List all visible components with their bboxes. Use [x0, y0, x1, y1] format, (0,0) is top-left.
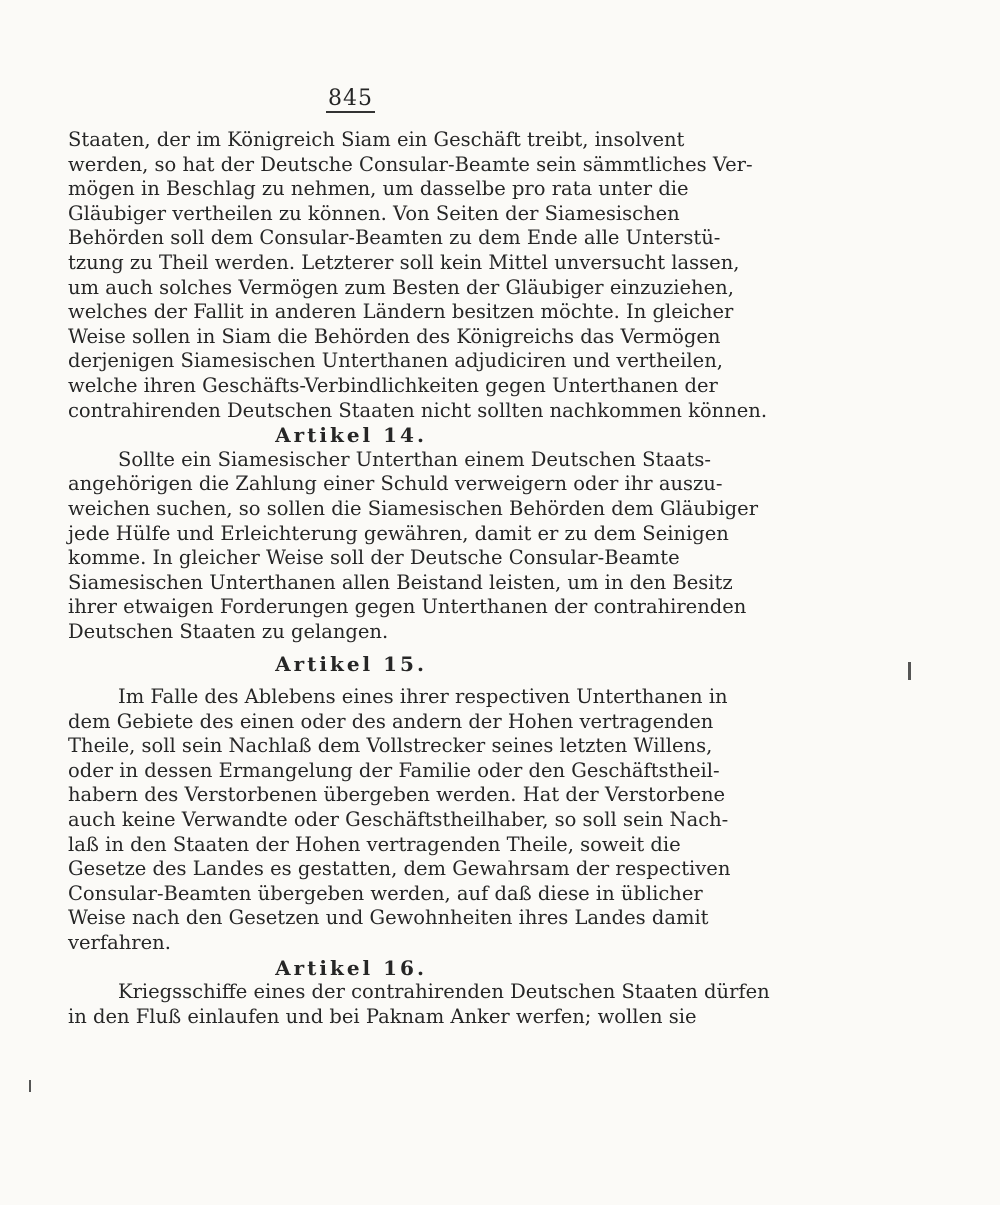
text-line: jede Hülfe und Erleichterung gewähren, damit er zu dem Seinigen	[68, 521, 729, 545]
text-line: tzung zu Theil werden. Letzterer soll kein Mittel unversucht lassen,	[68, 250, 740, 274]
text-line: Sollte ein Siamesischer Unterthan einem Deutschen Staats-	[118, 447, 711, 471]
article-heading: Artikel 15.	[275, 652, 427, 677]
text-line: welches der Fallit in anderen Ländern besitzen möchte. In gleicher	[68, 300, 734, 324]
page-number: 845	[328, 86, 373, 111]
text-line: ihrer etwaigen Forderungen gegen Unterthanen der contrahirenden	[68, 595, 747, 619]
text-line: werden, so hat der Deutsche Consular-Beamte sein sämmtliches Ver-	[68, 152, 753, 176]
text-line: komme. In gleicher Weise soll der Deutsche Consular-Beamte	[68, 546, 680, 570]
ink-mark	[908, 662, 911, 680]
text-line: habern des Verstorbenen übergeben werden. Hat der Verstorbene	[68, 783, 726, 807]
text-line: oder in dessen Ermangelung der Familie oder den Geschäftstheil-	[68, 758, 720, 782]
text-line: Staaten, der im Königreich Siam ein Geschäft treibt, insolvent	[68, 128, 685, 151]
text-line: angehörigen die Zahlung einer Schuld verweigern oder ihr auszu-	[68, 472, 723, 496]
text-line: Behörden soll dem Consular-Beamten zu dem Ende alle Unterstü-	[68, 226, 721, 250]
paragraph-article-14	[68, 447, 759, 645]
text-line: Kriegsschiffe eines der contrahirenden Deutschen Staaten dürfen	[118, 980, 770, 1004]
text-line: dem Gebiete des einen oder des andern der Hohen vertragenden	[68, 709, 714, 733]
text-block	[68, 128, 770, 1029]
text-line: auch keine Verwandte oder Geschäftstheilhaber, so soll sein Nach-	[68, 808, 729, 832]
ink-mark	[29, 1080, 31, 1092]
text-line: Weise sollen in Siam die Behörden des Königreichs das Vermögen	[68, 324, 721, 348]
text-line: mögen in Beschlag zu nehmen, um dasselbe pro rata unter die	[68, 177, 689, 201]
text-line: laß in den Staaten der Hohen vertragenden Theile, soweit die	[68, 832, 681, 856]
text-line: um auch solches Vermögen zum Besten der Gläubiger einzuziehen,	[68, 275, 734, 299]
article-heading: Artikel 14.	[275, 423, 427, 448]
paragraph-continuation	[68, 128, 768, 423]
paragraph-article-16	[68, 980, 770, 1029]
text-line: weichen suchen, so sollen die Siamesischen Behörden dem Gläubiger	[68, 496, 759, 520]
text-line: contrahirenden Deutschen Staaten nicht sollten nachkommen können.	[68, 398, 768, 422]
text-line: Siamesischen Unterthanen allen Beistand leisten, um in den Besitz	[68, 570, 733, 594]
text-line: Deutschen Staaten zu gelangen.	[68, 619, 389, 643]
text-line: Gesetze des Landes es gestatten, dem Gewahrsam der respectiven	[68, 857, 731, 881]
text-line: welche ihren Geschäfts-Verbindlichkeiten gegen Unterthanen der	[68, 373, 718, 397]
paragraph-article-15	[68, 685, 731, 956]
text-line: derjenigen Siamesischen Unterthanen adjudiciren und vertheilen,	[68, 349, 723, 373]
text-line: Gläubiger vertheilen zu können. Von Seiten der Siamesischen	[68, 201, 680, 225]
text-line: Im Falle des Ablebens eines ihrer respectiven Unterthanen in	[118, 685, 728, 709]
text-line: Weise nach den Gesetzen und Gewohnheiten ihres Landes damit	[68, 906, 709, 930]
text-line: verfahren.	[68, 931, 171, 954]
text-line: in den Fluß einlaufen und bei Paknam Anker werfen; wollen sie	[68, 1004, 697, 1028]
article-heading: Artikel 16.	[275, 955, 427, 980]
text-line: Consular-Beamten übergeben werden, auf daß diese in üblicher	[68, 881, 703, 905]
text-line: Theile, soll sein Nachlaß dem Vollstrecker seines letzten Willens,	[68, 734, 713, 758]
